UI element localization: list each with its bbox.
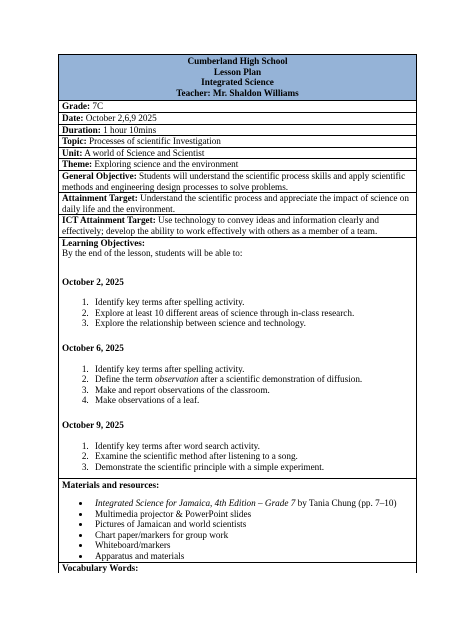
day3-objectives-list [62, 441, 414, 473]
materials-title: Materials and resources: [62, 480, 160, 491]
list-item: • Pictures of Jamaican and world scientists [91, 519, 414, 530]
general-objective-row [59, 171, 416, 193]
list-item [91, 498, 414, 509]
learning-objectives-section [59, 238, 416, 480]
date-row [59, 113, 416, 125]
textbook-title: Integrated Science for Jamaica, 4th Edition – Grade 7 [95, 498, 296, 508]
list-item: 2. Examine the scientific method after listening to a song. [91, 451, 414, 462]
learning-objectives-title: Learning Objectives: [62, 237, 145, 248]
list-item: 2. Explore at least 10 different areas of science through in-class research. [91, 308, 414, 319]
subject-name: Integrated Science [201, 77, 274, 88]
vocabulary-title: Vocabulary Words: [62, 562, 139, 573]
grade-row [59, 101, 416, 113]
duration-label: Duration: [62, 124, 101, 135]
general-objective-value: Students will understand the scientific process skills and apply scientific methods and engineering design processes to solve problems. [62, 170, 406, 192]
vocabulary-row [59, 563, 416, 574]
theme-value: Exploring science and the environment [92, 159, 239, 170]
unit-label: Unit: [62, 147, 83, 158]
duration-value: 1 hour 10mins [100, 124, 157, 135]
topic-value: Processes of scientific Investigation [86, 136, 221, 147]
theme-label: Theme: [62, 159, 93, 170]
date-value: October 2,6,9 2025 [83, 112, 157, 123]
ict-attainment-label: ICT Attainment Target: [62, 215, 156, 226]
topic-label: Topic: [62, 136, 87, 147]
textbook-details: by Tania Chung (pp. 7–10) [295, 498, 397, 508]
learning-objectives-intro: By the end of the lesson, students will be able to: [62, 248, 243, 259]
list-item: 3. Demonstrate the scientific principle with a simple experiment. [91, 462, 414, 473]
list-item: • Whiteboard/markers [91, 540, 414, 551]
unit-row [59, 148, 416, 160]
general-objective-label: General Objective: [62, 170, 137, 181]
list-item: • Apparatus and materials [91, 551, 414, 562]
day3-date: October 9, 2025 [62, 420, 124, 431]
day2-objectives-list [62, 364, 414, 406]
lesson-plan-header [59, 55, 416, 101]
day2-date: October 6, 2025 [62, 343, 124, 354]
materials-section [59, 479, 416, 562]
duration-row [59, 125, 416, 137]
day1-date: October 2, 2025 [62, 276, 124, 287]
document-type: Lesson Plan [213, 66, 262, 77]
attainment-target-value: Understand the scientific process and appreciate the impact of science on daily life and the environment. [62, 193, 409, 214]
date-label: Date: [62, 112, 84, 123]
attainment-target-label: Attainment Target: [62, 193, 138, 204]
list-item: • Multimedia projector & PowerPoint slides [91, 509, 414, 520]
list-item: • Chart paper/markers for group work [91, 530, 414, 541]
grade-value: 7C [90, 101, 104, 112]
unit-value: A world of Science and Scientist [82, 147, 205, 158]
materials-list [62, 498, 414, 562]
day1-objectives-list [62, 297, 414, 329]
list-item: 3. Explore the relationship between science and technology. [91, 318, 414, 329]
list-item: 4. Make observations of a leaf. [91, 395, 414, 406]
theme-row [59, 159, 416, 171]
topic-row [59, 136, 416, 148]
ict-attainment-row [59, 215, 416, 237]
teacher-name: Teacher: Mr. Shaldon Williams [176, 87, 299, 98]
list-item: 1. Identify key terms after spelling activity. [91, 297, 414, 308]
school-name: Cumberland High School [187, 56, 288, 66]
attainment-target-row [59, 193, 416, 215]
list-item: 1. Identify key terms after word search activity. [91, 441, 414, 452]
item-text-post: after a scientific demonstration of diffusion. [198, 374, 363, 385]
list-item: 1. Identify key terms after spelling activity. [91, 364, 414, 375]
item-text-emphasis: observation [154, 374, 199, 385]
list-item [91, 374, 414, 385]
list-item: 3. Make and report observations of the classroom. [91, 385, 414, 396]
lesson-plan-table [58, 54, 417, 573]
grade-label: Grade: [62, 101, 91, 112]
item-text-pre: Define the term [95, 374, 155, 385]
ict-attainment-value: Use technology to convey ideas and information clearly and effectively; develop the ability to work effectively with others as a member of a team. [62, 215, 379, 236]
